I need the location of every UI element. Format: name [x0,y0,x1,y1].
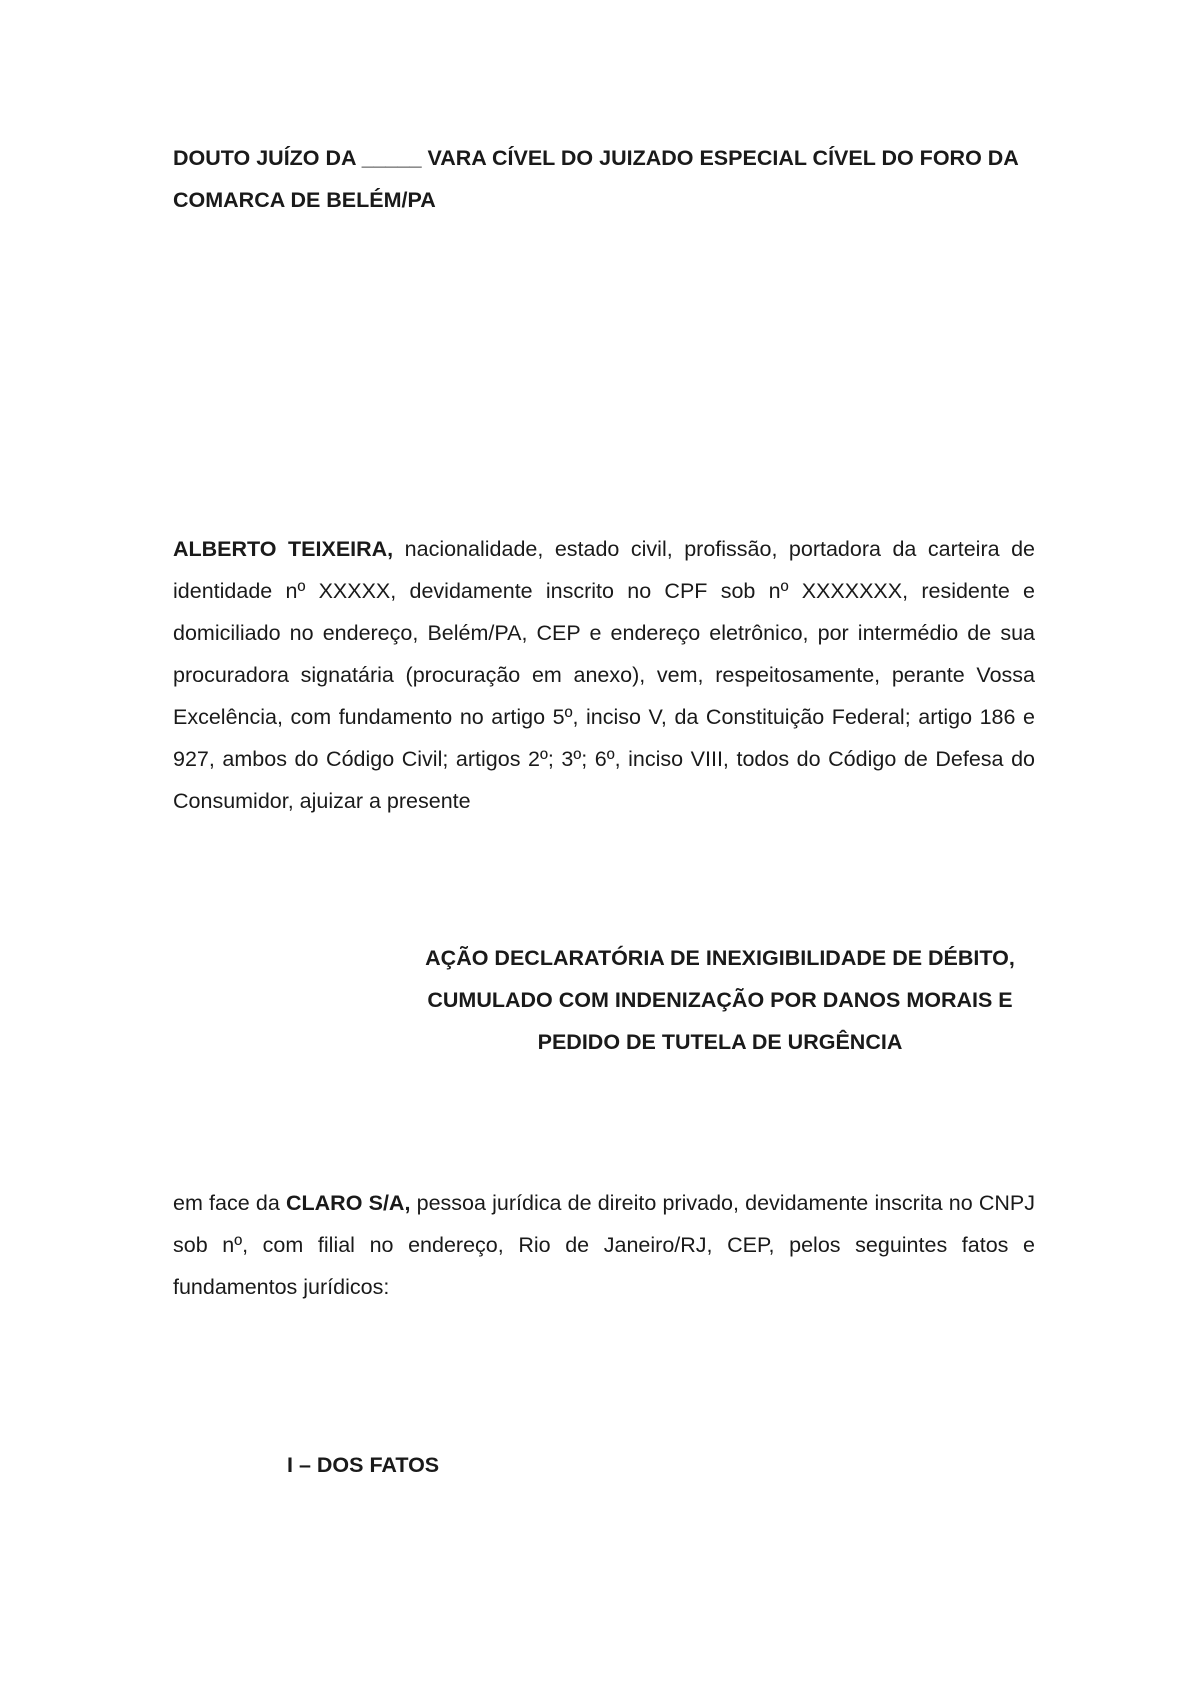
action-title: AÇÃO DECLARATÓRIA DE INEXIGIBILIDADE DE DÉBITO, CUMULADO COM INDENIZAÇÃO POR DANOS MORAIS E PEDIDO DE TUTELA DE URGÊNCIA [425,946,1015,1054]
section-heading-facts: I – DOS FATOS [287,1453,440,1477]
defendant-intro: em face da [173,1191,286,1215]
defendant-paragraph [173,1182,1035,1308]
defendant-text: pessoa jurídica de direito privado, devidamente inscrita no CNPJ sob nº, com filial no endereço, Rio de Janeiro/RJ, CEP, pelos seguintes fatos e fundamentos jurídicos: [173,1191,1035,1299]
plaintiff-name: ALBERTO TEIXEIRA, [173,537,394,561]
defendant-name: CLARO S/A, [285,1191,411,1215]
addressee-heading: DOUTO JUÍZO DA _____ VARA CÍVEL DO JUIZADO ESPECIAL CÍVEL DO FORO DA COMARCA DE BELÉM/PA [173,146,1019,212]
qualification-paragraph [173,528,1035,822]
qualification-text: nacionalidade, estado civil, profissão, portadora da carteira de identidade nº XXXXX, devidamente inscrito no CPF sob nº XXXXXXX, residente e domiciliado no endereço, Belém/PA, CEP e endereço eletrônico, por intermédio de sua procuradora signatária (procuração em anexo), vem, respeitosamente, perante Vossa Excelência, com fundamento no artigo 5º, inciso V, da Constituição Federal; artigo 186 e 927, ambos do Código Civil; artigos 2º; 3º; 6º, inciso VIII, todos do Código de Defesa do Consumidor, ajuizar a presente [173,537,1035,813]
